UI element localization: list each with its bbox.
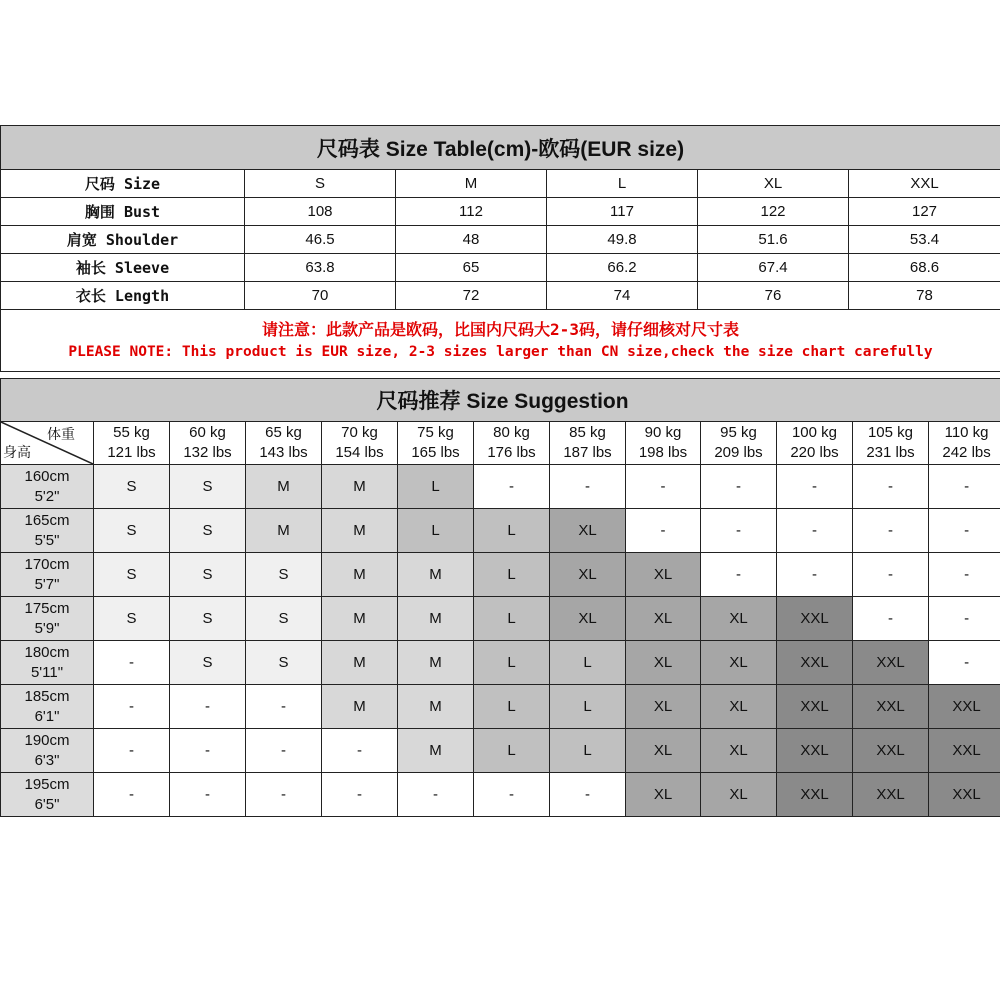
weight-header-cell [474, 422, 550, 465]
suggested-size-cell: S [170, 641, 246, 685]
suggested-size-cell: S [170, 553, 246, 597]
suggestion-row [1, 641, 1000, 685]
weight-kg: 90 kg [644, 424, 682, 441]
suggested-size-cell: L [398, 509, 474, 553]
height-cm: 170cm [24, 555, 70, 573]
size-value-cell: 112 [396, 198, 547, 226]
suggested-size-cell: XXL [853, 773, 929, 817]
height-cell [1, 685, 94, 729]
size-value-cell: 66.2 [547, 254, 698, 282]
size-value-cell: 51.6 [698, 226, 849, 254]
weight-header-cell [398, 422, 474, 465]
suggested-size-cell: - [701, 509, 777, 553]
suggested-size-cell: - [929, 553, 1000, 597]
suggested-size-cell: L [550, 641, 626, 685]
size-suggestion-title: 尺码推荐 Size Suggestion [1, 379, 1000, 422]
weight-header-cell [853, 422, 929, 465]
suggested-size-cell: L [474, 597, 550, 641]
height-ft: 5'5" [34, 531, 60, 549]
height-cm: 190cm [24, 731, 70, 749]
weight-kg: 80 kg [493, 424, 530, 441]
weight-lbs: 121 lbs [107, 444, 156, 461]
suggested-size-cell: - [777, 465, 853, 509]
note-chinese: 请注意：此款产品是欧码，比国内尺码大2-3码，请仔细核对尺寸表 [262, 319, 739, 339]
suggested-size-cell: XL [626, 685, 701, 729]
suggested-size-cell: - [550, 465, 626, 509]
note-english: PLEASE NOTE: This product is EUR size, 2-3 sizes larger than CN size,check the size chart carefully [68, 343, 933, 360]
suggested-size-cell: XL [701, 773, 777, 817]
corner-weight-label: 体重 [47, 426, 75, 442]
suggested-size-cell: - [777, 553, 853, 597]
suggested-size-cell: S [170, 509, 246, 553]
weight-lbs: 220 lbs [790, 444, 839, 461]
suggested-size-cell: XXL [929, 685, 1000, 729]
suggested-size-cell: XXL [777, 597, 853, 641]
weight-kg: 60 kg [189, 424, 226, 441]
weight-lbs: 242 lbs [942, 444, 991, 461]
suggested-size-cell: S [94, 597, 170, 641]
size-value-cell: 108 [245, 198, 396, 226]
suggested-size-cell: S [246, 597, 322, 641]
weight-kg: 95 kg [720, 424, 757, 441]
size-value-cell: 48 [396, 226, 547, 254]
suggestion-row [1, 553, 1000, 597]
suggested-size-cell: - [170, 773, 246, 817]
suggested-size-cell: S [94, 465, 170, 509]
size-table-row [1, 226, 1000, 254]
size-value-cell: 65 [396, 254, 547, 282]
suggested-size-cell: XXL [853, 641, 929, 685]
suggested-size-cell: XL [626, 641, 701, 685]
suggested-size-cell: S [170, 465, 246, 509]
corner-height-label: 身高 [3, 444, 31, 460]
height-ft: 6'3" [34, 751, 60, 769]
height-ft: 5'2" [34, 487, 60, 505]
size-table [0, 125, 1000, 372]
height-cm: 185cm [24, 687, 70, 705]
suggestion-row [1, 729, 1000, 773]
weight-kg: 105 kg [867, 424, 914, 441]
suggested-size-cell: S [94, 553, 170, 597]
weight-kg: 70 kg [341, 424, 378, 441]
weight-header-cell [246, 422, 322, 465]
size-value-cell: 76 [698, 282, 849, 310]
suggested-size-cell: XL [701, 597, 777, 641]
weight-header-cell [626, 422, 701, 465]
suggested-size-cell: L [474, 729, 550, 773]
weight-kg: 55 kg [113, 424, 150, 441]
suggested-size-cell: M [398, 553, 474, 597]
size-value-cell: 53.4 [849, 226, 1000, 254]
suggested-size-cell: - [929, 509, 1000, 553]
size-value-cell: 46.5 [245, 226, 396, 254]
suggested-size-cell: L [474, 641, 550, 685]
weight-lbs: 231 lbs [866, 444, 915, 461]
suggested-size-cell: - [246, 729, 322, 773]
suggested-size-cell: M [246, 465, 322, 509]
suggestion-row [1, 465, 1000, 509]
suggested-size-cell: - [701, 465, 777, 509]
suggestion-row [1, 773, 1000, 817]
suggested-size-cell: XL [626, 729, 701, 773]
size-value-cell: L [547, 170, 698, 198]
suggested-size-cell: L [398, 465, 474, 509]
size-value-cell: 72 [396, 282, 547, 310]
weight-header-cell [170, 422, 246, 465]
suggested-size-cell: - [853, 465, 929, 509]
height-cell [1, 553, 94, 597]
suggested-size-cell: XXL [777, 773, 853, 817]
suggested-size-cell: M [322, 553, 398, 597]
size-value-cell: 78 [849, 282, 1000, 310]
suggested-size-cell: - [474, 465, 550, 509]
size-table-row [1, 170, 1000, 198]
size-table-title: 尺码表 Size Table(cm)-欧码(EUR size) [1, 126, 1000, 170]
height-cell [1, 597, 94, 641]
height-ft: 5'9" [34, 619, 60, 637]
suggested-size-cell: - [626, 465, 701, 509]
suggested-size-cell: XXL [777, 729, 853, 773]
weight-lbs: 132 lbs [183, 444, 232, 461]
weight-header-cell [777, 422, 853, 465]
suggested-size-cell: L [474, 685, 550, 729]
weight-header-cell [929, 422, 1000, 465]
size-row-label: 衣长 Length [1, 282, 245, 310]
weight-header-cell [322, 422, 398, 465]
suggestion-row [1, 685, 1000, 729]
suggested-size-cell: XL [626, 773, 701, 817]
height-cell [1, 465, 94, 509]
suggested-size-cell: XL [550, 597, 626, 641]
suggested-size-cell: - [94, 773, 170, 817]
size-value-cell: XXL [849, 170, 1000, 198]
size-table-row [1, 254, 1000, 282]
weight-lbs: 143 lbs [259, 444, 308, 461]
suggested-size-cell: L [474, 553, 550, 597]
weight-kg: 75 kg [417, 424, 454, 441]
suggested-size-cell: - [322, 773, 398, 817]
suggestion-row [1, 509, 1000, 553]
height-ft: 6'5" [34, 795, 60, 813]
suggested-size-cell: S [170, 597, 246, 641]
size-suggestion-table [0, 378, 1000, 817]
size-row-label: 尺码 Size [1, 170, 245, 198]
weight-kg: 85 kg [569, 424, 606, 441]
height-cell [1, 509, 94, 553]
suggested-size-cell: S [246, 641, 322, 685]
suggested-size-cell: - [929, 597, 1000, 641]
suggested-size-cell: - [94, 641, 170, 685]
suggested-size-cell: XXL [777, 685, 853, 729]
suggested-size-cell: - [94, 685, 170, 729]
suggested-size-cell: XL [701, 641, 777, 685]
suggested-size-cell: - [853, 509, 929, 553]
suggested-size-cell: XXL [777, 641, 853, 685]
weight-kg: 65 kg [265, 424, 302, 441]
suggested-size-cell: L [550, 685, 626, 729]
size-value-cell: 117 [547, 198, 698, 226]
height-cm: 180cm [24, 643, 70, 661]
suggested-size-cell: - [929, 641, 1000, 685]
corner-header [1, 422, 94, 465]
weight-lbs: 198 lbs [638, 444, 688, 461]
weight-kg: 100 kg [791, 424, 838, 441]
suggested-size-cell: - [853, 597, 929, 641]
size-value-cell: 67.4 [698, 254, 849, 282]
suggested-size-cell: XL [550, 509, 626, 553]
height-cell [1, 729, 94, 773]
suggested-size-cell: M [398, 729, 474, 773]
size-value-cell: 122 [698, 198, 849, 226]
suggested-size-cell: XL [626, 597, 701, 641]
size-table-row [1, 198, 1000, 226]
suggested-size-cell: - [777, 509, 853, 553]
size-value-cell: S [245, 170, 396, 198]
suggested-size-cell: - [550, 773, 626, 817]
height-ft: 5'11" [30, 663, 64, 681]
suggested-size-cell: XXL [853, 685, 929, 729]
suggested-size-cell: M [246, 509, 322, 553]
suggestion-row [1, 597, 1000, 641]
weight-kg: 110 kg [944, 424, 989, 441]
weight-header-cell [701, 422, 777, 465]
suggested-size-cell: M [322, 509, 398, 553]
suggested-size-cell: - [853, 553, 929, 597]
height-ft: 5'7" [34, 575, 60, 593]
suggested-size-cell: XL [701, 729, 777, 773]
size-value-cell: 49.8 [547, 226, 698, 254]
suggested-size-cell: - [929, 465, 1000, 509]
weight-header-cell [550, 422, 626, 465]
size-value-cell: 70 [245, 282, 396, 310]
suggested-size-cell: L [550, 729, 626, 773]
suggested-size-cell: XXL [929, 729, 1000, 773]
weight-lbs: 176 lbs [487, 444, 536, 461]
suggested-size-cell: - [398, 773, 474, 817]
weight-lbs: 187 lbs [563, 444, 612, 461]
size-value-cell: 68.6 [849, 254, 1000, 282]
suggested-size-cell: M [322, 685, 398, 729]
suggested-size-cell: M [322, 641, 398, 685]
suggested-size-cell: XXL [853, 729, 929, 773]
height-cm: 165cm [24, 511, 70, 529]
weight-header-cell [94, 422, 170, 465]
weight-lbs: 154 lbs [335, 444, 384, 461]
suggested-size-cell: XL [626, 553, 701, 597]
suggested-size-cell: M [322, 597, 398, 641]
weight-lbs: 165 lbs [411, 444, 460, 461]
height-cell [1, 773, 94, 817]
size-value-cell: 74 [547, 282, 698, 310]
suggested-size-cell: - [94, 729, 170, 773]
suggested-size-cell: - [170, 685, 246, 729]
size-row-label: 肩宽 Shoulder [1, 226, 245, 254]
size-row-label: 袖长 Sleeve [1, 254, 245, 282]
suggested-size-cell: - [246, 773, 322, 817]
suggested-size-cell: S [246, 553, 322, 597]
suggested-size-cell: - [246, 685, 322, 729]
suggested-size-cell: M [398, 597, 474, 641]
size-value-cell: 63.8 [245, 254, 396, 282]
suggested-size-cell: XL [550, 553, 626, 597]
size-row-label: 胸围 Bust [1, 198, 245, 226]
size-note [1, 310, 1000, 372]
suggested-size-cell: - [170, 729, 246, 773]
size-value-cell: XL [698, 170, 849, 198]
size-value-cell: M [396, 170, 547, 198]
height-ft: 6'1" [34, 707, 60, 725]
suggested-size-cell: XXL [929, 773, 1000, 817]
suggested-size-cell: M [398, 641, 474, 685]
suggested-size-cell: - [701, 553, 777, 597]
size-table-row [1, 282, 1000, 310]
size-value-cell: 127 [849, 198, 1000, 226]
suggested-size-cell: - [626, 509, 701, 553]
height-cm: 160cm [24, 467, 70, 485]
suggested-size-cell: M [322, 465, 398, 509]
suggested-size-cell: L [474, 509, 550, 553]
height-cm: 195cm [24, 775, 70, 793]
suggested-size-cell: - [474, 773, 550, 817]
suggested-size-cell: - [322, 729, 398, 773]
suggested-size-cell: M [398, 685, 474, 729]
suggested-size-cell: XL [701, 685, 777, 729]
height-cell [1, 641, 94, 685]
height-cm: 175cm [24, 599, 70, 617]
suggested-size-cell: S [94, 509, 170, 553]
weight-lbs: 209 lbs [714, 444, 763, 461]
